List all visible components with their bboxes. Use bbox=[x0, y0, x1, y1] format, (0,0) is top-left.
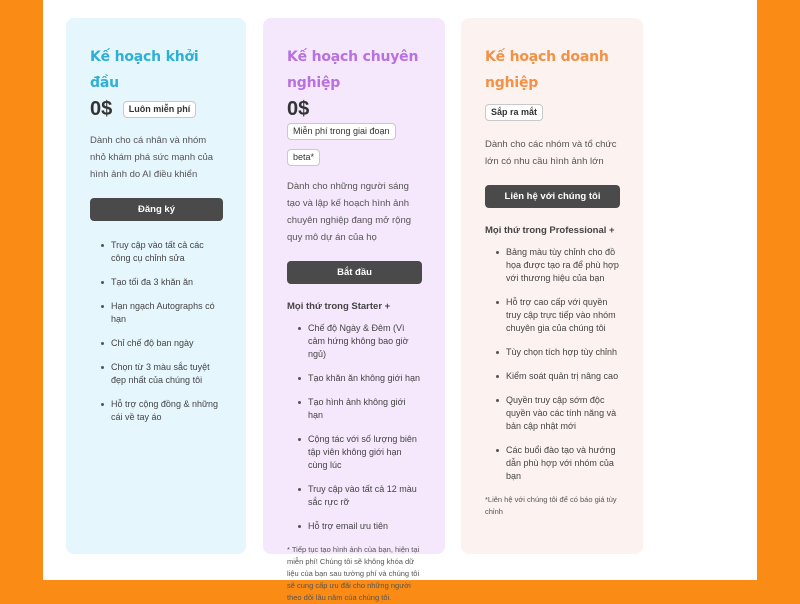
contact-us-button[interactable]: Liên hệ với chúng tôi bbox=[485, 185, 620, 208]
plan-price: 0$ bbox=[287, 98, 310, 120]
plan-description: Dành cho cá nhân và nhóm nhỏ khám phá sức mạnh của hình ảnh do AI điều khiển bbox=[90, 135, 214, 181]
plan-title-line: nghiệp bbox=[485, 75, 539, 91]
plan-badge: Luôn miễn phí bbox=[123, 101, 197, 118]
includes-heading: Mọi thứ trong Professional + bbox=[485, 225, 615, 236]
feature-item: Tạo khăn ăn không giới hạn bbox=[287, 372, 422, 385]
feature-item: Tùy chọn tích hợp tùy chỉnh bbox=[485, 346, 620, 359]
plan-title-line: Kế hoạch doanh bbox=[485, 49, 609, 65]
price-row bbox=[287, 98, 422, 142]
plan-price: 0$ bbox=[90, 98, 113, 120]
feature-item: Tạo hình ảnh không giới hạn bbox=[287, 396, 422, 422]
feature-item: Chỉ chế độ ban ngày bbox=[90, 337, 223, 350]
price-row bbox=[90, 98, 223, 120]
feature-item: Truy cập vào tất cả 12 màu sắc rực rỡ bbox=[287, 483, 422, 509]
feature-item: Hỗ trợ email ưu tiên bbox=[287, 520, 422, 533]
feature-item: Chọn từ 3 màu sắc tuyệt đẹp nhất của chúng tôi bbox=[90, 361, 223, 387]
plan-badge: Sắp ra mắt bbox=[485, 104, 543, 121]
plan-title: Kế hoạch khởi đầu bbox=[90, 49, 199, 91]
badge-continuation-row bbox=[287, 148, 422, 166]
get-started-button[interactable]: Bắt đầu bbox=[287, 261, 422, 284]
footnote: *Liên hệ với chúng tôi để có báo giá tùy chỉnh bbox=[485, 495, 617, 516]
feature-item: Cộng tác với số lượng biên tập viên không giới hạn cùng lúc bbox=[287, 433, 422, 472]
feature-item: Chế độ Ngày & Đêm (Vì cảm hứng không bao giờ ngủ) bbox=[287, 322, 422, 361]
includes-heading: Mọi thứ trong Starter + bbox=[287, 301, 391, 313]
feature-item: Hạn ngạch Autographs có hạn bbox=[90, 300, 223, 326]
feature-item: Hỗ trợ cộng đồng & những cái về tay áo bbox=[90, 398, 223, 424]
badge-row bbox=[485, 104, 620, 122]
feature-item: Tạo tối đa 3 khăn ăn bbox=[90, 276, 223, 289]
plan-badge-continuation: beta* bbox=[287, 149, 320, 166]
feature-item: Hỗ trợ cao cấp với quyền truy cập trực tiếp vào nhóm chuyên gia của chúng tôi bbox=[485, 296, 620, 335]
feature-item: Các buổi đào tạo và hướng dẫn phù hợp với nhóm của bạn bbox=[485, 444, 620, 483]
plan-title-line: Kế hoạch chuyên bbox=[287, 49, 419, 65]
feature-list bbox=[90, 239, 223, 424]
plan-card-enterprise bbox=[461, 18, 643, 554]
feature-item: Kiểm soát quản trị nâng cao bbox=[485, 370, 620, 383]
plan-description: Dành cho những người sáng tạo và lập kế hoạch hình ảnh chuyên nghiệp đang mở rộng quy mô dự án của họ bbox=[287, 181, 412, 244]
feature-item: Truy cập vào tất cả các công cụ chỉnh sửa bbox=[90, 239, 223, 265]
plan-card-starter bbox=[66, 18, 246, 554]
plan-card-professional bbox=[263, 18, 445, 603]
footnote: * Tiếp tục tạo hình ảnh của bạn, hiện tại miễn phí! Chúng tôi sẽ không khóa dữ liệu của bạn sau tường phí và chúng tôi sẽ cung cấp ưu đãi cho những người theo dõi lâu năm của chúng tôi. bbox=[287, 545, 420, 603]
feature-item: Quyền truy cập sớm độc quyền vào các tính năng và bản cập nhật mới bbox=[485, 394, 620, 433]
signup-button[interactable]: Đăng ký bbox=[90, 198, 223, 221]
plan-title-line: nghiệp bbox=[287, 75, 341, 91]
plan-title bbox=[287, 44, 422, 96]
feature-list bbox=[287, 322, 422, 533]
plan-badge: Miễn phí trong giai đoạn bbox=[287, 123, 396, 140]
feature-item: Bảng màu tùy chỉnh cho đồ họa được tạo ra để phù hợp với thương hiệu của bạn bbox=[485, 246, 620, 285]
feature-list bbox=[485, 246, 620, 483]
plan-title bbox=[485, 44, 620, 96]
plan-description: Dành cho các nhóm và tổ chức lớn có nhu cầu hình ảnh lớn bbox=[485, 139, 617, 167]
